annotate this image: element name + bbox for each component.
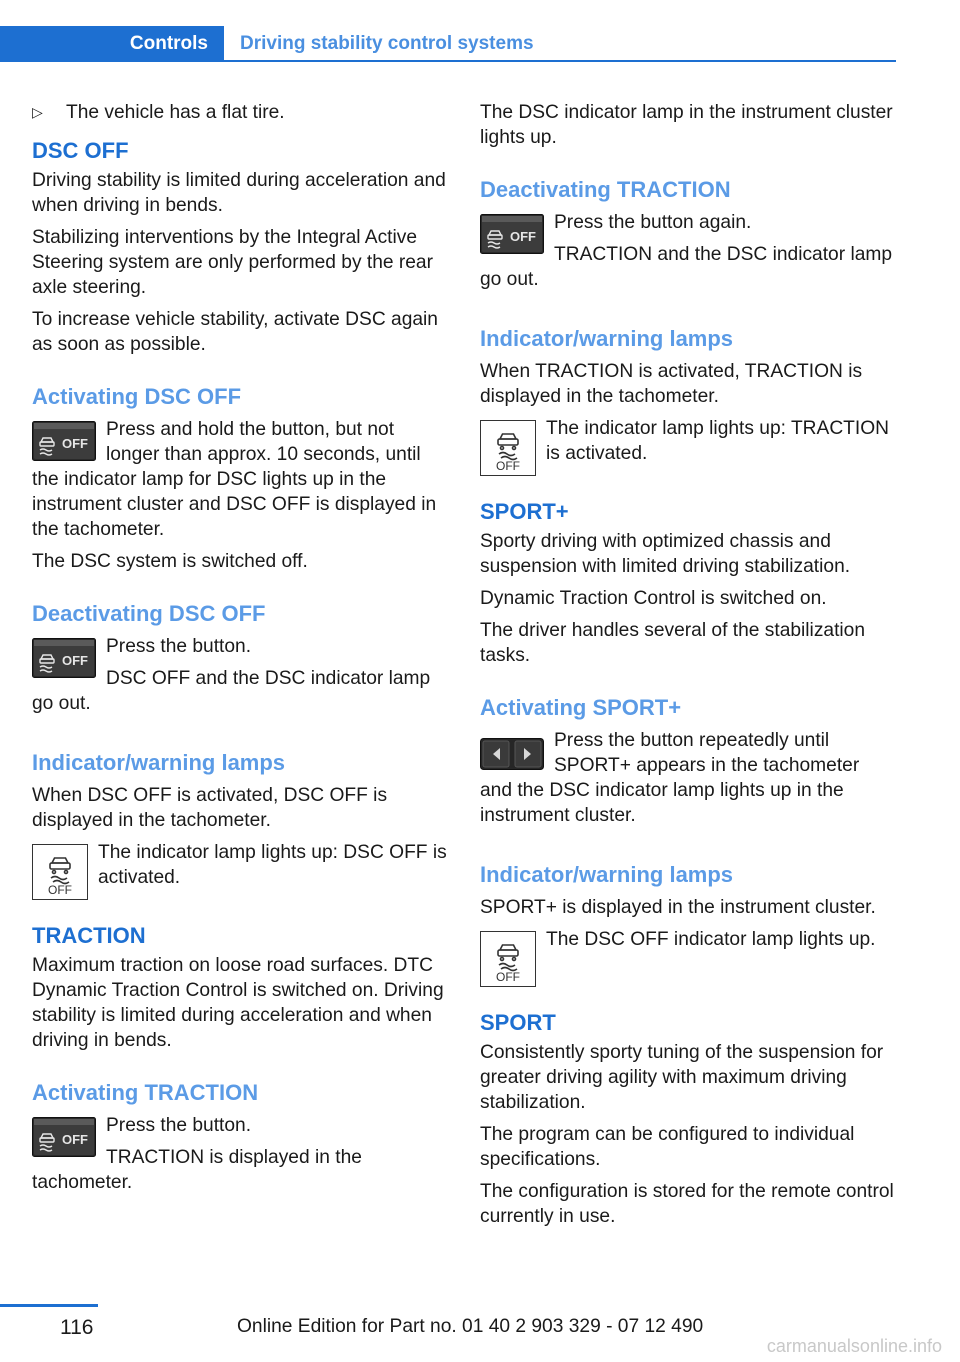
heading-activating-sport-plus: Activating SPORT+ <box>480 695 682 720</box>
page-number: 116 <box>60 1316 94 1339</box>
dsc-off-button-icon <box>480 214 544 254</box>
bullet-triangle-icon: ▷ <box>32 104 43 120</box>
section-tab[interactable]: Controls <box>0 26 224 62</box>
right-column <box>480 100 896 1236</box>
watermark: carmanualsonline.info <box>766 1336 942 1356</box>
paragraph: Press and hold the button, but not longer than approx. 10 seconds, until the indicator lamp for DSC lights up in the instrument cluster and DSC OFF is displayed in the tachometer. <box>32 419 437 540</box>
heading-deactivating-traction: Deactivating TRACTION <box>480 177 731 202</box>
paragraph: When DSC OFF is activated, DSC OFF is displayed in the tachometer. <box>32 785 388 831</box>
paragraph: Press the button repeatedly until SPORT+ appears in the tachometer and the DSC indicator lamp lights up in the instrument cluster. <box>480 730 860 826</box>
paragraph: Stabilizing interventions by the Integral Active Steering system are only performed by the rear axle steering. <box>32 227 433 298</box>
heading-sport: SPORT <box>480 1010 556 1035</box>
paragraph: Consistently sporty tuning of the suspension for greater driving agility with maximum driving stabilization. <box>480 1042 884 1113</box>
heading-indicator-lamps: Indicator/warning lamps <box>32 750 286 775</box>
heading-activating-dsc-off: Activating DSC OFF <box>32 384 242 409</box>
dsc-off-button-icon <box>32 638 96 678</box>
heading-deactivating-dsc-off: Deactivating DSC OFF <box>32 601 266 626</box>
paragraph: TRACTION is displayed in the tachometer. <box>32 1147 362 1193</box>
paragraph: Press the button. <box>106 636 252 657</box>
paragraph: Driving stability is limited during acceleration and when driving in bends. <box>32 170 446 216</box>
paragraph: SPORT+ is displayed in the instrument cluster. <box>480 897 876 918</box>
paragraph: DSC OFF and the DSC indicator lamp go out. <box>32 668 431 714</box>
paragraph: Dynamic Traction Control is switched on. <box>480 588 827 609</box>
paragraph: The DSC indicator lamp in the instrument cluster lights up. <box>480 102 893 148</box>
dsc-off-button-icon <box>32 1117 96 1157</box>
paragraph: The indicator lamp lights up: DSC OFF is activated. <box>98 842 447 888</box>
heading-activating-traction: Activating TRACTION <box>32 1080 259 1105</box>
paragraph: The DSC OFF indicator lamp lights up. <box>546 929 876 950</box>
paragraph: TRACTION and the DSC indicator lamp go out. <box>480 244 893 290</box>
dsc-off-button-icon <box>32 421 96 461</box>
heading-indicator-lamps: Indicator/warning lamps <box>480 326 734 351</box>
dsc-off-lamp-icon <box>480 420 536 476</box>
paragraph: The configuration is stored for the remote control currently in use. <box>480 1181 894 1227</box>
dsc-off-lamp-icon <box>480 931 536 987</box>
paragraph: The driver handles several of the stabilization tasks. <box>480 620 866 666</box>
bullet-text: The vehicle has a flat tire. <box>66 102 285 123</box>
page-header <box>0 26 896 62</box>
paragraph: To increase vehicle stability, activate DSC again as soon as possible. <box>32 309 438 355</box>
paragraph: When TRACTION is activated, TRACTION is displayed in the tachometer. <box>480 361 863 407</box>
edition-note: Online Edition for Part no. 01 40 2 903 329 - 07 12 490 <box>237 1316 704 1337</box>
driving-mode-switch-icon <box>480 738 544 770</box>
paragraph: Press the button. <box>106 1115 252 1136</box>
paragraph: Sporty driving with optimized chassis and suspension with limited driving stabilization. <box>480 531 851 577</box>
bullet-item <box>32 100 448 125</box>
footer-rule <box>0 1304 98 1307</box>
heading-dsc-off: DSC OFF <box>32 138 129 163</box>
breadcrumb[interactable]: Driving stability control systems <box>240 33 534 54</box>
paragraph: The program can be configured to individual specifications. <box>480 1124 855 1170</box>
left-column <box>32 100 448 1202</box>
dsc-off-lamp-icon <box>32 844 88 900</box>
heading-sport-plus: SPORT+ <box>480 499 569 524</box>
paragraph: Press the button again. <box>554 212 752 233</box>
heading-indicator-lamps: Indicator/warning lamps <box>480 862 734 887</box>
paragraph: Maximum traction on loose road surfaces. DTC Dynamic Traction Control is switched on. Driving stability is limited during acceleration and when driving in bends. <box>32 955 444 1051</box>
paragraph: The DSC system is switched off. <box>32 551 308 572</box>
paragraph: The indicator lamp lights up: TRACTION is activated. <box>546 418 890 464</box>
heading-traction: TRACTION <box>32 923 146 948</box>
header-rule <box>224 60 896 62</box>
